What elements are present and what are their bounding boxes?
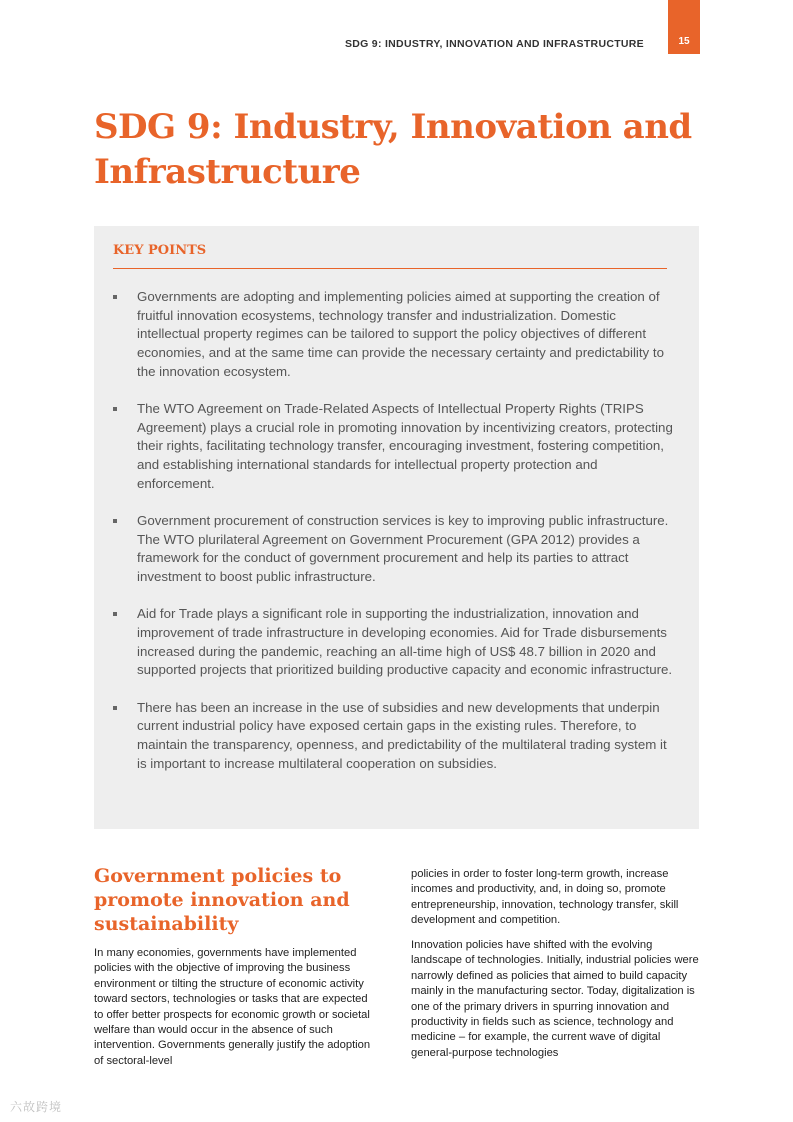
- key-point-text: Aid for Trade plays a significant role in supporting the industrialization, innovation and improvement of trade infrastructure in developing economies. Aid for Trade disbursements increased during the pandemic, reaching an all-time high of US$ 48.7 billion in 2020 and supported projects that prioritized building productive capacity and economic infrastructure.: [137, 606, 673, 678]
- bullet-icon: [113, 295, 117, 299]
- body-paragraph-left: In many economies, governments have implemented policies with the objective of improving the business environment or tilting the structure of economic activity toward sectors, technologies or tasks that are expected to offer better prospects for economic growth or societal welfare than would occur in the absence of such intervention. Governments generally justify the adoption of sectoral-level: [94, 947, 371, 1067]
- key-point-text: Government procurement of construction services is key to improving public infrastructure. The WTO plurilateral Agreement on Government Procurement (GPA 2012) provides a framework for the conduct of government procurement and help its parties to attract investment to boost public infrastructure.: [137, 513, 669, 585]
- page-number: 15: [678, 36, 690, 47]
- key-point-text: Governments are adopting and implementing policies aimed at supporting the creation of fruitful innovation ecosystems, technology transfer and industrialization. Domestic intellectual property regimes can be tailored to support the policy objectives of different economies, and at the same time can provide the necessary certainty and predictability to the innovation ecosystem.: [137, 289, 664, 379]
- key-point-item: [113, 400, 673, 494]
- key-points-divider: [113, 268, 667, 269]
- page-number-tab: [668, 0, 700, 54]
- key-point-text: The WTO Agreement on Trade-Related Aspects of Intellectual Property Rights (TRIPS Agreement) plays a crucial role in promoting innovation by incentivizing creators, protecting their rights, facilitating technology transfer, encouraging investment, fostering competition, and establishing international standards for intellectual property protection and enforcement.: [137, 401, 673, 491]
- body-paragraph-right-1: policies in order to foster long-term growth, increase incomes and productivity, and, in doing so, promote entrepreneurship, innovation, technology transfer, skill development and competition.: [411, 868, 679, 927]
- key-point-item: [113, 288, 673, 382]
- bullet-icon: [113, 407, 117, 411]
- running-header: SDG 9: INDUSTRY, INNOVATION AND INFRASTRUCTURE: [344, 38, 644, 50]
- bullet-icon: [113, 519, 117, 523]
- key-points-box: [94, 226, 699, 829]
- key-points-list: [113, 288, 673, 792]
- key-points-heading: KEY POINTS: [113, 243, 207, 258]
- body-paragraph-right-2: Innovation policies have shifted with the evolving landscape of technologies. Initially, industrial policies were narrowly defined as policies that aimed to build capacity mainly in the manufacturing sector. Today, digitalization is one of the primary drivers in spurring innovation and productivity in fields such as science, technology and medicine – for example, the current wave of digital general-purpose technologies: [411, 939, 699, 1059]
- key-point-text: There has been an increase in the use of subsidies and new developments that underpin current industrial policy have exposed certain gaps in the existing rules. Therefore, to maintain the transparency, openness, and predictability of the multilateral trading system it is important to increase multilateral cooperation on subsidies.: [137, 699, 667, 771]
- key-point-item: [113, 512, 673, 587]
- page-title: SDG 9: Industry, Innovation and Infrastructure: [94, 107, 692, 192]
- key-point-item: [113, 699, 673, 774]
- bullet-icon: [113, 612, 117, 616]
- bullet-icon: [113, 706, 117, 710]
- key-point-item: [113, 605, 673, 680]
- section-heading: Government policies to promote innovation and sustainability: [94, 865, 350, 935]
- watermark: 六故跨境: [10, 1100, 63, 1114]
